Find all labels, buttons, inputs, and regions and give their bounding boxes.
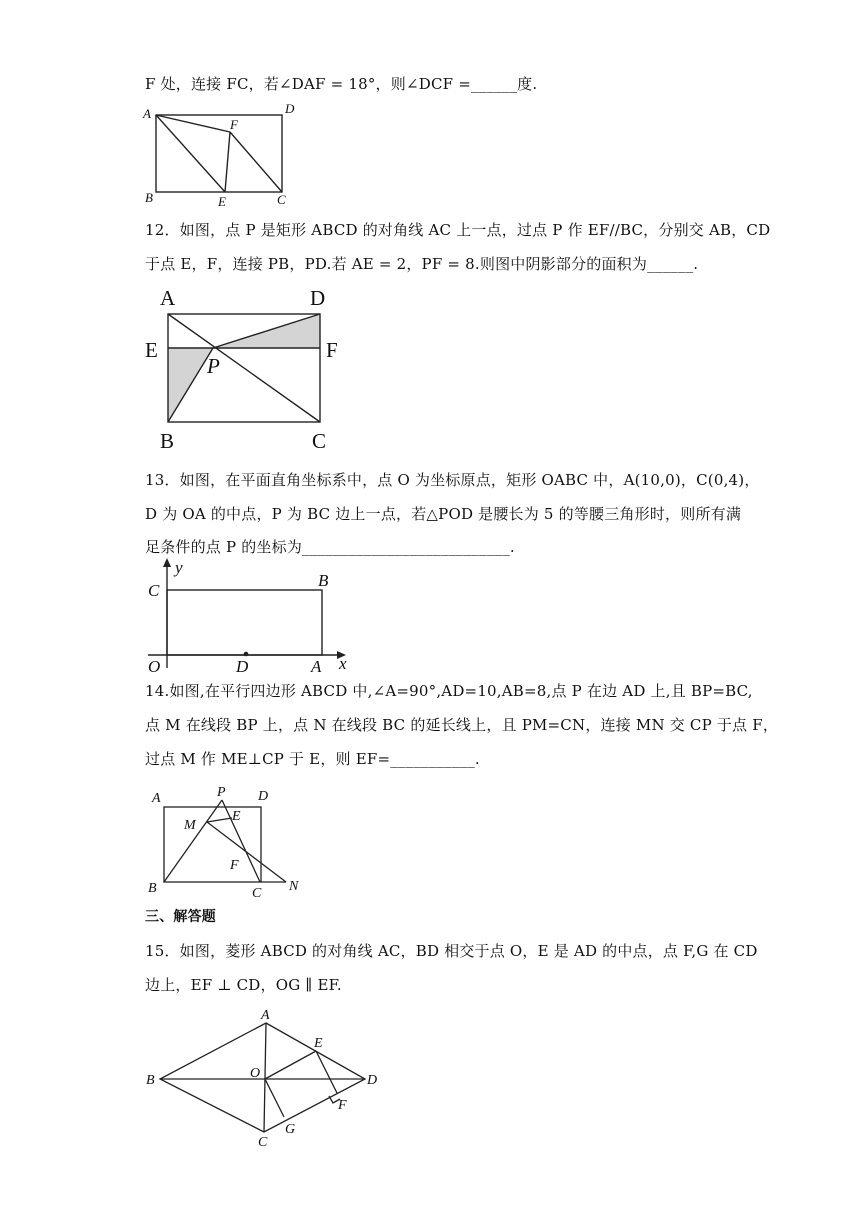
q13-figure [140, 556, 370, 676]
q14-text-line3: 过点 M 作 ME⊥CP 于 E，则 EF=___________. [145, 750, 480, 768]
q15-label-g: G [285, 1122, 296, 1137]
q15-label-b: B [146, 1073, 155, 1088]
q13-label-y: y [175, 558, 183, 577]
q12-label-p: P [207, 354, 220, 378]
q15-label-f: F [338, 1098, 347, 1113]
q11-label-c: C [277, 192, 286, 207]
q13-label-c: C [148, 581, 160, 600]
q15-label-a: A [261, 1008, 270, 1023]
q12-label-a: A [160, 286, 176, 310]
q13-text-line3: 足条件的点 P 的坐标为___________________________. [145, 538, 515, 556]
q14-label-m: M [184, 818, 196, 833]
q13-label-d: D [236, 657, 249, 676]
q13-label-o: O [148, 657, 161, 676]
q12-text-line1: 12．如图，点 P 是矩形 ABCD 的对角线 AC 上一点，过点 P 作 EF//BC，分别交 AB，CD [145, 221, 771, 239]
q14-text-line1: 14.如图,在平行四边形 ABCD 中,∠A=90°,AD=10,AB=8,点 P 在边 AD 上,且 BP=BC, [145, 682, 753, 700]
q13-text-line2: D 为 OA 的中点，P 为 BC 边上一点，若△POD 是腰长为 5 的等腰三角形时，则所有满 [145, 505, 742, 523]
q14-label-c: C [252, 886, 262, 901]
q14-label-e: E [232, 809, 241, 824]
q15-text-line1: 15．如图，菱形 ABCD 的对角线 AC，BD 相交于点 O，E 是 AD 的中点，点 F,G 在 CD [145, 942, 758, 960]
q14-label-d: D [258, 789, 269, 804]
q13-text-line1: 13．如图，在平面直角坐标系中，点 O 为坐标原点，矩形 OABC 中，A(10,0)，C(0,4)， [145, 471, 760, 489]
q14-label-b: B [148, 881, 157, 896]
q15-label-c: C [258, 1135, 268, 1150]
q15-label-o: O [250, 1066, 261, 1081]
y-axis-arrow-icon [163, 558, 171, 567]
q12-text-line2: 于点 E，F，连接 PB，PD.若 AE = 2，PF = 8.则图中阴影部分的面积为______. [145, 255, 699, 273]
q13-label-b: B [318, 571, 329, 590]
q14-label-p: P [217, 785, 226, 800]
q14-label-a: A [152, 791, 161, 806]
q15-label-e: E [314, 1036, 323, 1051]
q14-figure [140, 780, 315, 905]
q14-label-n: N [289, 879, 299, 894]
q15-figure [140, 1005, 390, 1150]
q15-text-line2: 边上，EF ⊥ CD，OG ∥ EF. [145, 976, 342, 994]
q11-text: F 处，连接 FC，若∠DAF = 18°，则∠DCF =______度. [145, 75, 538, 93]
q15-label-d: D [367, 1073, 378, 1088]
q12-label-b: B [160, 429, 175, 453]
q13-point-d [244, 652, 249, 657]
q13-label-x: x [339, 654, 347, 673]
section-title: 三、解答题 [145, 909, 216, 925]
q11-label-b: B [145, 190, 153, 205]
q14-label-f: F [230, 858, 239, 873]
q12-label-e: E [145, 338, 158, 362]
q11-label-e: E [218, 194, 226, 209]
q11-label-d: D [285, 101, 295, 116]
q14-text-line2: 点 M 在线段 BP 上，点 N 在线段 BC 的延长线上，且 PM=CN，连接 MN 交 CP 于点 F， [145, 716, 779, 734]
q12-figure [140, 285, 355, 455]
q12-label-d: D [310, 286, 326, 310]
q11-label-f: F [230, 117, 238, 132]
q13-label-a: A [311, 657, 322, 676]
q11-label-a: A [143, 106, 151, 121]
q12-label-f: F [326, 338, 338, 362]
q11-figure [140, 100, 320, 210]
q12-label-c: C [312, 429, 327, 453]
